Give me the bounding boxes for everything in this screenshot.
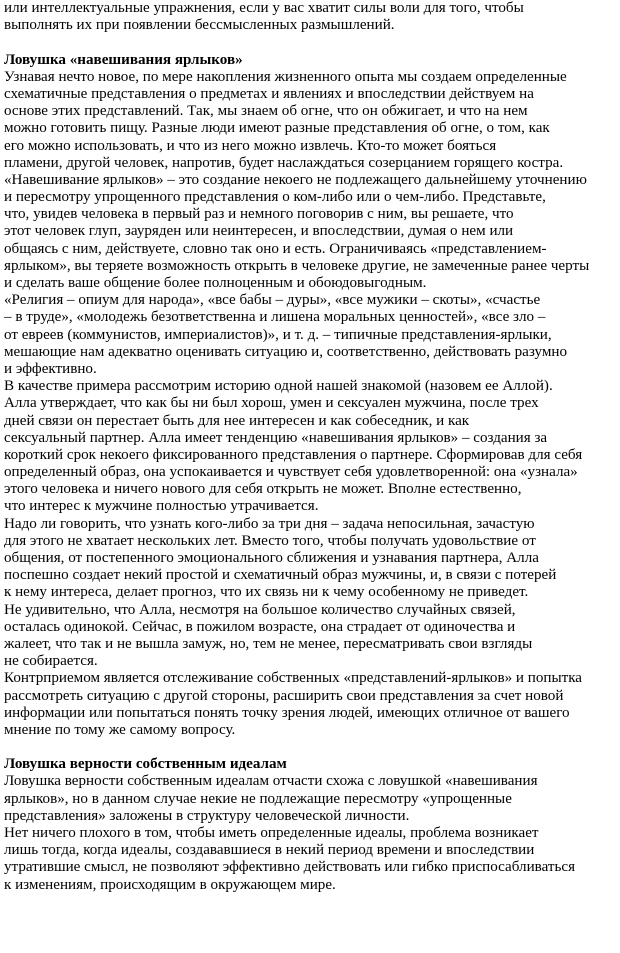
text-line: и эффективно.: [4, 360, 97, 377]
text-line: этот человек глуп, зауряден или неинтересен, и впоследствии, думая о нем или: [4, 223, 514, 240]
text-line: Узнавая нечто новое, по мере накопления жизненного опыта мы создаем определенные: [4, 68, 567, 85]
text-line: лишь тогда, когда идеалы, создававшиеся в некий период времени и впоследствии: [4, 842, 535, 859]
text-line: «Религия – опиум для народа», «все бабы – дуры», «все мужики – скоты», «счастье: [4, 292, 541, 309]
text-line: жалеет, что так и не вышла замуж, но, тем не менее, пересматривать свои взгляды: [4, 635, 533, 652]
text-line: представления» заложены в структуру человеческой личности.: [4, 807, 410, 824]
section-heading: Ловушка верности собственным идеалам: [4, 756, 287, 773]
text-line: рассмотреть ситуацию с другой стороны, расширить свои представления за счет новой: [4, 687, 564, 704]
text-line: к нему интереса, делает прогноз, что их связь ни к чему особенному не приведет.: [4, 584, 529, 601]
text-line: мнение по тому же самому вопросу.: [4, 721, 236, 738]
text-line: этого человека и ничего нового для себя открыть не может. Вполне естественно,: [4, 481, 522, 498]
text-line: не собирается.: [4, 653, 98, 670]
text-line: поспешно создает некий простой и схематичный образ мужчины, и, в связи с потерей: [4, 567, 557, 584]
text-line: основе этих представлений. Так, мы знаем об огне, что он обжигает, и что на нем: [4, 103, 528, 120]
text-line: информации или попытаться понять точку зрения людей, имеющих отличное от вашего: [4, 704, 570, 721]
text-line: ярлыком», вы теряете возможность открыть в человеке другие, не замеченные ранее черты: [4, 257, 590, 274]
text-line: общаясь с ним, действуете, словно так оно и есть. Ограничиваясь «представлением-: [4, 240, 547, 257]
section-heading: Ловушка «навешивания ярлыков»: [4, 51, 243, 68]
text-line: Нет ничего плохого в том, чтобы иметь определенные идеалы, проблема возникает: [4, 825, 539, 841]
text-line: общения, от постепенного эмоционального сближения и узнавания партнера, Алла: [4, 550, 539, 566]
text-line: выполнять их при появлении бессмысленных размышлений.: [4, 17, 395, 34]
text-line: или интеллектуальные упражнения, если у вас хватит силы воли для того, чтобы: [4, 0, 524, 16]
text-line: Надо ли говорить, что узнать кого-либо за три дня – задача непосильная, зачастую: [4, 515, 535, 532]
text-line: для этого не хватает нескольких лет. Вместо того, чтобы получать удовольствие от: [4, 532, 536, 549]
text-line: Ловушка верности собственным идеалам отчасти схожа с ловушкой «навешивания: [4, 773, 538, 790]
text-line: Не удивительно, что Алла, несмотря на большое количество случайных связей,: [4, 601, 516, 618]
text-line: утратившие смысл, не позволяют эффективно действовать или гибко приспосабливаться: [4, 859, 576, 876]
text-line: пламени, другой человек, напротив, будет наслаждаться созерцанием горящего костра.: [4, 154, 564, 171]
text-line: ярлыков», но в данном случае некие не подлежащие пересмотру «упрощенные: [4, 790, 512, 807]
text-line: определенный образ, она успокаивается и чувствует себя удовлетворенной: она «узнала»: [4, 464, 578, 481]
text-line: сексуальный партнер. Алла имеет тенденцию «навешивания ярлыков» – создания за: [4, 429, 548, 446]
text-line: его можно использовать, и что из него можно извлечь. Кто-то может бояться: [4, 137, 497, 154]
text-line: В качестве примера рассмотрим историю одной нашей знакомой (назовем ее Аллой).: [4, 378, 553, 395]
paragraph-spacer: [4, 739, 618, 756]
text-line: Контрприемом является отслеживание собственных «представлений-ярлыков» и попытка: [4, 670, 583, 687]
text-line: что интерес к мужчине полностью утрачивается.: [4, 498, 319, 515]
text-line: осталась одинокой. Сейчас, в пожилом возрасте, она страдает от одиночества и: [4, 618, 516, 635]
text-line: и сделать ваше общение более полноценным и обоюдовыгодным.: [4, 275, 427, 291]
text-line: что, увидев человека в первый раз и немного поговорив с ним, вы решаете, что: [4, 206, 514, 223]
text-block: [4, 0, 618, 34]
text-line: дней связи он перестает быть для нее интересен и как собеседник, и как: [4, 412, 470, 429]
text-line: схематичные представления о предметах и явлениях и впоследствии действуем на: [4, 85, 534, 102]
text-line: «Навешивание ярлыков» – это создание некоего не подлежащего дальнейшему уточнению: [4, 171, 587, 188]
text-line: и пересмотру упрощенного представления о ком-либо или о чем-либо. Представьте,: [4, 189, 546, 206]
text-block: [4, 69, 618, 739]
text-line: от евреев (коммунистов, империалистов)», и т. д. – типичные представления-ярлыки,: [4, 326, 552, 343]
text-line: мешающие нам адекватно оценивать ситуацию и, соответственно, действовать разумно: [4, 343, 568, 360]
text-block: [4, 773, 618, 893]
text-line: к изменениям, происходящим в окружающем мире.: [4, 876, 336, 893]
text-line: короткий срок некоего фиксированного представления о партнере. Сформировав для себя: [4, 446, 583, 463]
text-line: – в труде», «молодежь безответственна и лишена моральных ценностей», «все зло –: [4, 309, 546, 326]
text-line: Алла утверждает, что как бы ни был хорош, умен и сексуален мужчина, после трех: [4, 395, 539, 412]
paragraph-spacer: [4, 34, 618, 51]
text-line: можно готовить пищу. Разные люди имеют разные представления об огне, о том, как: [4, 120, 550, 137]
